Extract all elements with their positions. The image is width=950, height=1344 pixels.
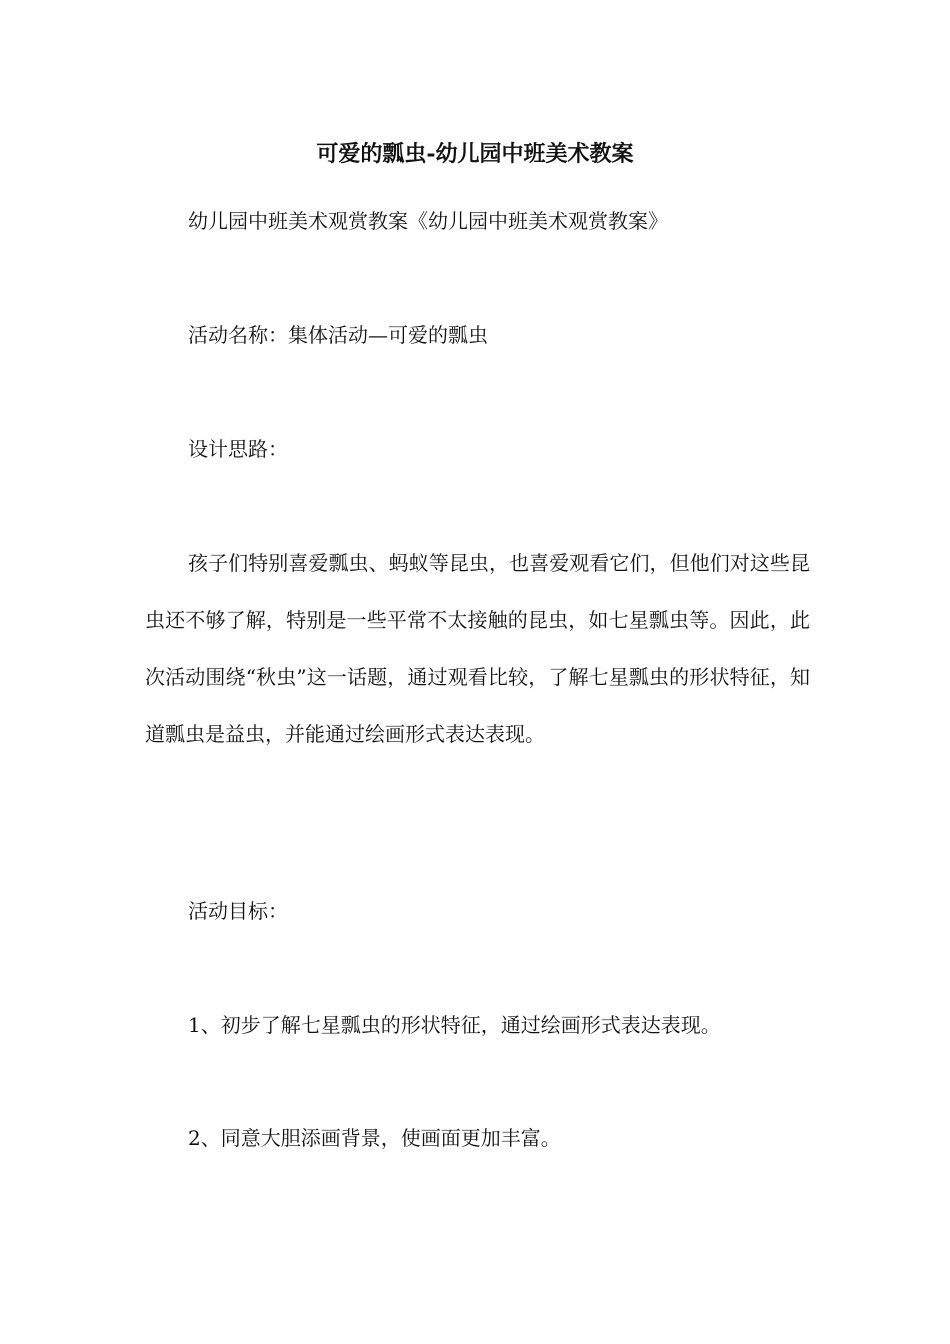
goal-item-2: 2、同意大胆添画背景，使画面更加丰富。 [188, 1126, 561, 1150]
goals-heading: 活动目标： [188, 899, 288, 923]
goal-item-1: 1、初步了解七星瓢虫的形状特征，通过绘画形式表达表现。 [188, 1013, 721, 1037]
document-title: 可爱的瓢虫-幼儿园中班美术教案 [316, 141, 634, 167]
document-subtitle: 幼儿园中班美术观赏教案《幼儿园中班美术观赏教案》 [188, 209, 668, 233]
activity-name: 活动名称：集体活动—可爱的瓢虫 [188, 323, 488, 347]
design-heading: 设计思路： [188, 437, 288, 461]
design-body: 孩子们特别喜爱瓢虫、蚂蚁等昆虫，也喜爱观看它们，但他们对这些昆虫还不够了解，特别是一些平常不太接触的昆虫，如七星瓢虫等。因此，此次活动围绕“秋虫”这一话题，通过观看比较，了解七星瓢虫的形状特征，知道瓢虫是益虫，并能通过绘画形式表达表现。 [145, 551, 810, 746]
